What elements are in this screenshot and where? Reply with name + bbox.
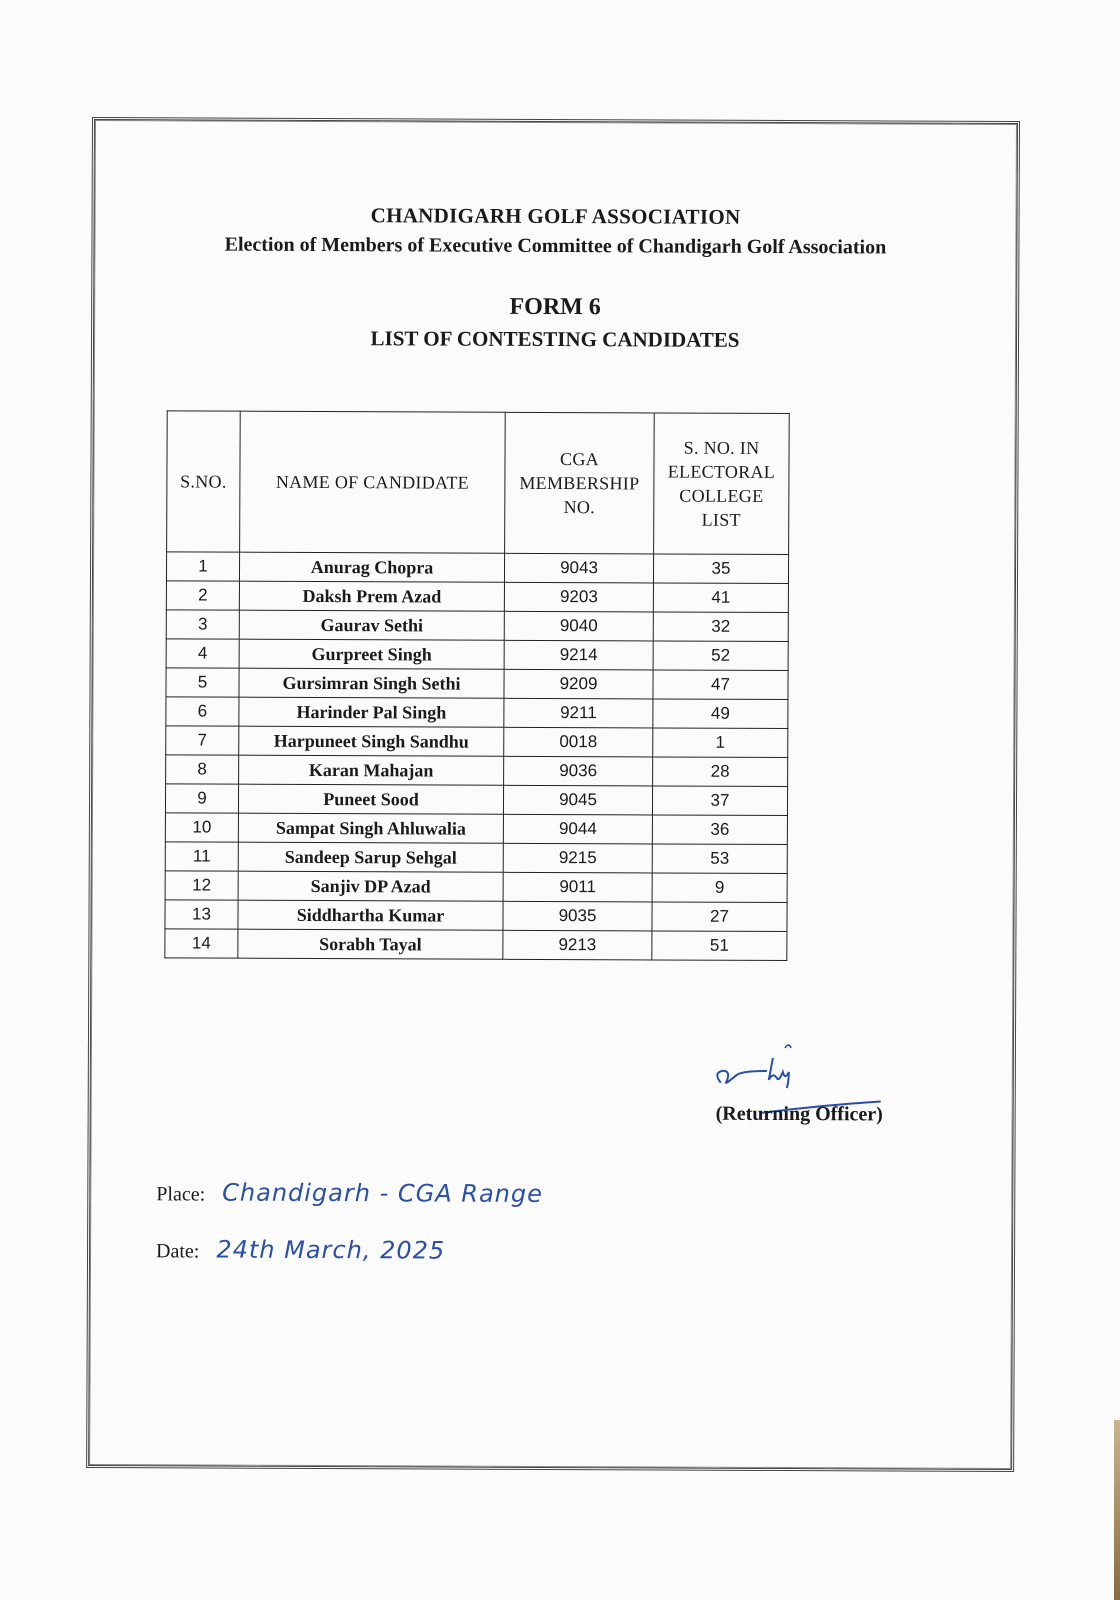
cell-name: Harinder Pal Singh: [239, 697, 504, 727]
cell-electoral: 41: [653, 583, 788, 613]
cell-electoral: 49: [653, 699, 788, 729]
header-electoral-line: ELECTORAL: [667, 461, 776, 482]
cell-electoral: 9: [652, 873, 787, 903]
form-title: FORM 6: [509, 293, 601, 321]
header-sno: S.NO.: [167, 411, 241, 552]
cell-electoral: 32: [653, 612, 788, 642]
cell-membership: 9035: [503, 901, 652, 931]
cell-membership: 9036: [504, 756, 653, 786]
table-row: [166, 726, 788, 758]
header-membership: [505, 412, 655, 554]
table-row: [166, 639, 788, 671]
cell-name: Daksh Prem Azad: [239, 581, 504, 611]
table-row: [165, 784, 787, 816]
cell-membership: 9044: [503, 814, 652, 844]
cell-name: Gursimran Singh Sethi: [239, 668, 504, 698]
cell-name: Siddhartha Kumar: [238, 900, 503, 930]
header-membership-line: NO.: [563, 497, 596, 518]
table-row: [165, 929, 787, 961]
cell-membership: 9011: [503, 872, 652, 902]
table-row: [165, 900, 787, 932]
cell-membership: 9215: [503, 843, 652, 873]
header-membership-line: MEMBERSHIP: [519, 472, 640, 494]
cell-electoral: 51: [652, 931, 787, 961]
header-electoral-line: COLLEGE: [679, 485, 764, 506]
table-row: [165, 871, 787, 903]
place-value: Chandigarh - CGA Range: [222, 1178, 543, 1208]
cell-sno: 9: [165, 784, 238, 813]
place-row: [156, 1178, 543, 1208]
cell-name: Anurag Chopra: [239, 552, 504, 582]
table-row: [165, 842, 787, 874]
table-row: [166, 755, 788, 787]
cell-sno: 8: [166, 755, 239, 784]
cell-membership: 9045: [503, 785, 652, 815]
cell-membership: 9043: [504, 553, 653, 583]
cell-name: Puneet Sood: [238, 784, 503, 814]
signature-mark: [701, 1038, 901, 1149]
cell-name: Karan Mahajan: [239, 755, 504, 785]
date-row: [156, 1235, 445, 1264]
cell-sno: 7: [166, 726, 239, 755]
table-row: [166, 552, 788, 584]
header-electoral-line: LIST: [701, 509, 741, 530]
cell-name: Gaurav Sethi: [239, 610, 504, 640]
cell-electoral: 52: [653, 641, 788, 671]
document-frame: [86, 117, 1020, 1472]
header-electoral-line: S. NO. IN: [683, 437, 760, 458]
cell-membership: 9040: [504, 611, 653, 641]
returning-officer-label: (Returning Officer): [715, 1102, 883, 1126]
cell-name: Gurpreet Singh: [239, 639, 504, 669]
date-value: 24th March, 2025: [216, 1235, 446, 1265]
cell-electoral: 47: [653, 670, 788, 700]
list-title: LIST OF CONTESTING CANDIDATES: [370, 326, 740, 352]
cell-electoral: 1: [653, 728, 788, 758]
cell-sno: 5: [166, 668, 239, 697]
cell-sno: 11: [165, 842, 238, 871]
cell-sno: 1: [166, 552, 239, 581]
cell-name: Sandeep Sarup Sehgal: [238, 842, 503, 872]
cell-sno: 4: [166, 639, 239, 668]
place-label: Place:: [156, 1183, 206, 1206]
cell-sno: 3: [166, 610, 239, 639]
cell-membership: 9203: [504, 582, 653, 612]
table-row: [166, 581, 788, 613]
cell-electoral: 53: [652, 844, 787, 874]
cell-sno: 6: [166, 697, 239, 726]
cell-sno: 2: [166, 581, 239, 610]
table-header-row: [167, 411, 790, 555]
cell-name: Sampat Singh Ahluwalia: [238, 813, 503, 843]
candidates-table: [164, 410, 789, 961]
cell-sno: 13: [165, 900, 238, 929]
cell-membership: 9211: [504, 698, 653, 728]
election-subtitle: Election of Members of Executive Committee of Chandigarh Golf Association: [224, 233, 887, 259]
header-name: NAME OF CANDIDATE: [240, 411, 506, 553]
cell-membership: 9213: [503, 930, 652, 960]
cell-electoral: 37: [652, 786, 787, 816]
cell-electoral: 28: [653, 757, 788, 787]
date-label: Date:: [156, 1240, 200, 1263]
table-row: [165, 813, 787, 845]
table-row: [166, 610, 788, 642]
cell-sno: 14: [165, 929, 238, 958]
cell-membership: 9209: [504, 669, 653, 699]
cell-name: Harpuneet Singh Sandhu: [239, 726, 504, 756]
cell-electoral: 27: [652, 902, 787, 932]
table-row: [166, 668, 788, 700]
cell-membership: 9214: [504, 640, 653, 670]
cell-electoral: 36: [652, 815, 787, 845]
scan-edge: [1114, 1420, 1120, 1600]
cell-membership: 0018: [504, 727, 653, 757]
table-body: [165, 552, 789, 961]
header-electoral: [654, 413, 790, 555]
cell-electoral: 35: [653, 554, 788, 584]
document-header: [94, 202, 1017, 354]
header-membership-line: CGA: [560, 449, 600, 470]
organization-name: CHANDIGARH GOLF ASSOCIATION: [370, 203, 741, 229]
cell-sno: 12: [165, 871, 238, 900]
cell-name: Sanjiv DP Azad: [238, 871, 503, 901]
table-row: [166, 697, 788, 729]
cell-sno: 10: [165, 813, 238, 842]
cell-name: Sorabh Tayal: [238, 929, 503, 959]
